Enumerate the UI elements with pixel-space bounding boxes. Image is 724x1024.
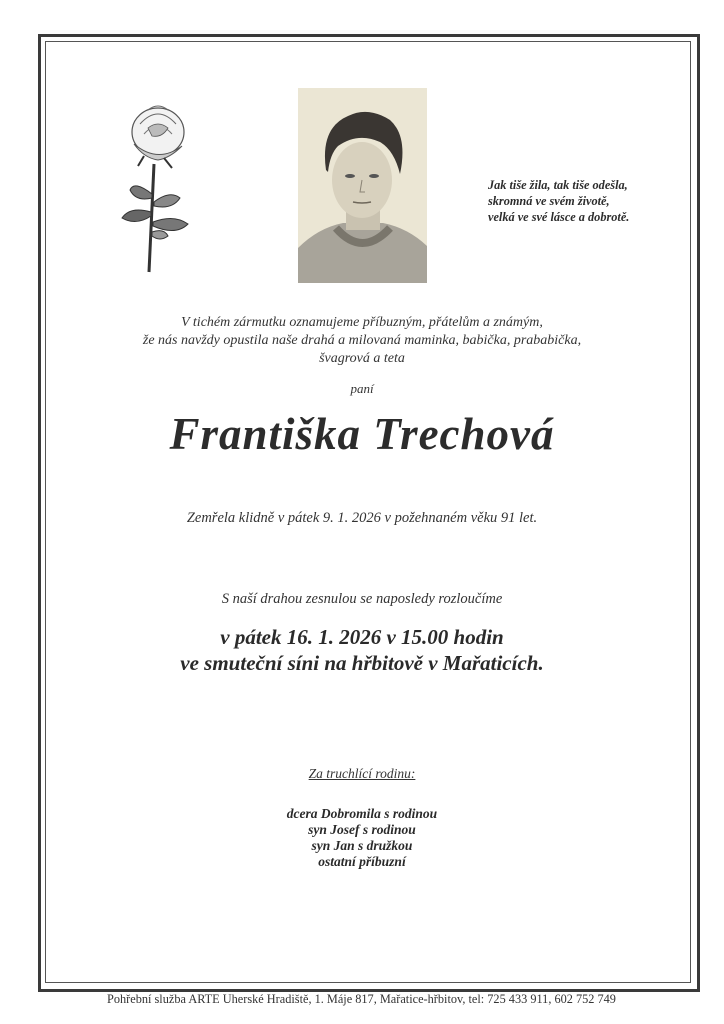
portrait-photo	[298, 88, 427, 283]
mourner: syn Jan s družkou	[311, 838, 413, 853]
funeral-service-info: Pohřební služba ARTE Uherské Hradiště, 1. Máje 817, Mařatice-hřbitov, tel: 725 433 911, 602 752 749	[107, 992, 616, 1006]
mourner: syn Josef s rodinou	[308, 822, 416, 837]
rose-icon	[118, 94, 198, 274]
farewell-location: ve smuteční síni na hřbitově v Mařaticích.	[180, 651, 544, 675]
poem	[488, 177, 688, 225]
poem-line: skromná ve svém životě,	[488, 194, 610, 208]
death-note: Zemřela klidně v pátek 9. 1. 2026 v požehnaném věku 91 let.	[186, 510, 538, 526]
poem-line: velká ve své lásce a dobrotě.	[488, 210, 630, 224]
farewell-details	[0, 624, 724, 676]
announcement-line: V tichém zármutku oznamujeme příbuzným, přátelům a známým,	[181, 315, 543, 330]
honorific: paní	[350, 381, 374, 396]
mourners-list	[0, 806, 724, 870]
deceased-name: Františka Trechová	[169, 409, 555, 459]
mourner: ostatní příbuzní	[318, 854, 406, 869]
footer	[0, 992, 724, 1007]
announcement-line: že nás navždy opustila naše drahá a milovaná maminka, babička, prababička,	[142, 333, 582, 348]
farewell-intro: S naší drahou zesnulou se naposledy rozloučíme	[221, 591, 503, 607]
announcement	[0, 314, 724, 368]
mourner: dcera Dobromila s rodinou	[286, 806, 438, 821]
poem-line: Jak tiše žila, tak tiše odešla,	[488, 178, 628, 192]
farewell-date-time: v pátek 16. 1. 2026 v 15.00 hodin	[220, 625, 504, 649]
announcement-line: švagrová a teta	[319, 351, 405, 366]
mourners-title: Za truchlící rodinu:	[308, 766, 416, 781]
